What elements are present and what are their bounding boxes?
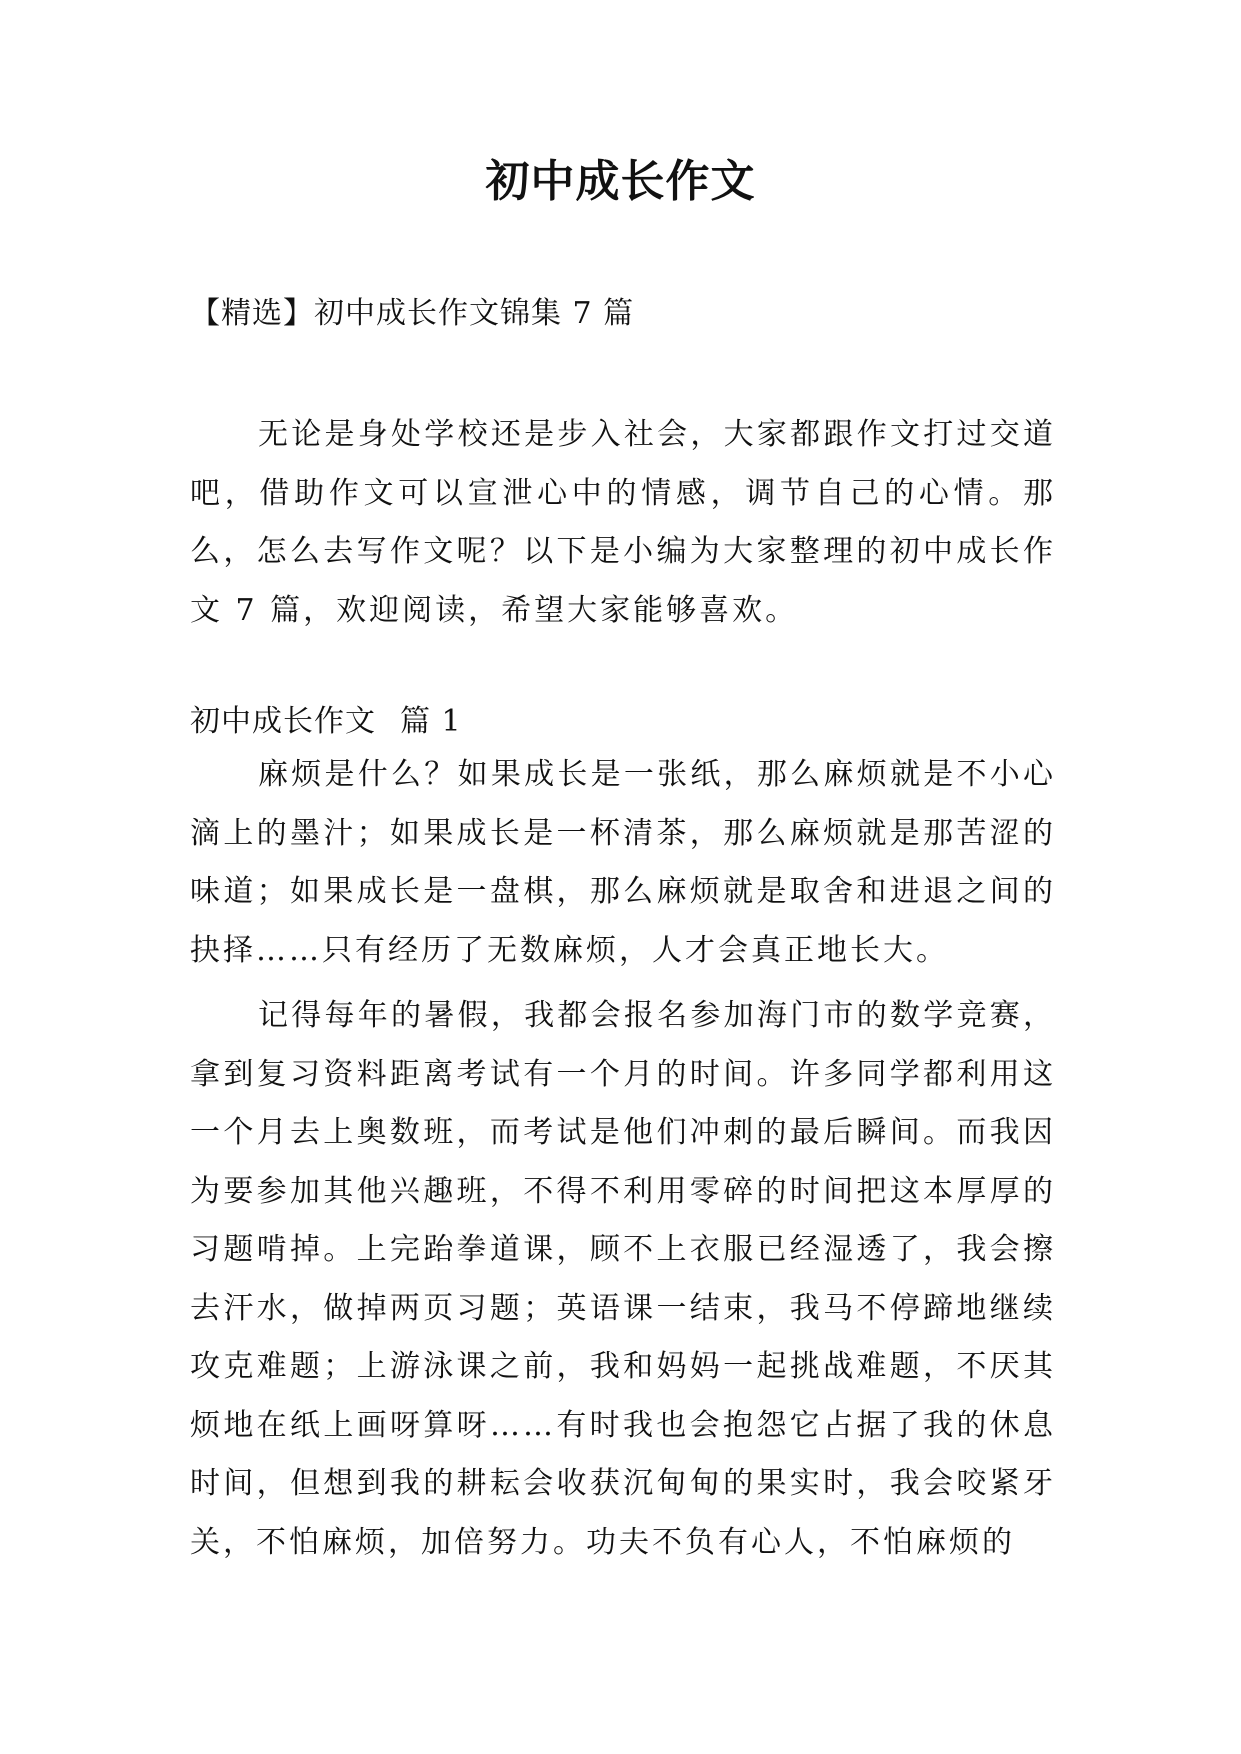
body-paragraph: 麻烦是什么？如果成长是一张纸，那么麻烦就是不小心滴上的墨汁；如果成长是一杯清茶，那么麻烦就是那苦涩的味道；如果成长是一盘棋，那么麻烦就是取舍和进退之间的抉择……只有经历了无数麻烦，人才会真正地长大。 xyxy=(190,757,1056,968)
intro-paragraph: 无论是身处学校还是步入社会，大家都跟作文打过交道吧，借助作文可以宣泄心中的情感，调节自己的心情。那么，怎么去写作文呢？以下是小编为大家整理的初中成长作文 7 篇，欢迎阅读，希望大家能够喜欢。 xyxy=(190,417,1056,628)
document-title: 初中成长作文 xyxy=(485,156,756,207)
body-paragraph: 记得每年的暑假，我都会报名参加海门市的数学竞赛，拿到复习资料距离考试有一个月的时间。许多同学都利用这一个月去上奥数班，而考试是他们冲刺的最后瞬间。而我因为要参加其他兴趣班，不得不利用零碎的时间把这本厚厚的习题啃掉。上完跆拳道课，顾不上衣服已经湿透了，我会擦去汗水，做掉两页习题；英语课一结束，我马不停蹄地继续攻克难题；上游泳课之前，我和妈妈一起挑战难题，不厌其烦地在纸上画呀算呀……有时我也会抱怨它占据了我的休息时间，但想到我的耕耘会收获沉甸甸的果实时，我会咬紧牙关，不怕麻烦，加倍努力。功夫不负有心人，不怕麻烦的 xyxy=(190,998,1056,1560)
document-subtitle: 【精选】初中成长作文锦集 7 篇 xyxy=(190,296,635,331)
section-heading-name: 初中成长作文 xyxy=(190,704,376,739)
section-heading xyxy=(190,700,1060,744)
section-heading-number: 篇 1 xyxy=(400,704,462,739)
